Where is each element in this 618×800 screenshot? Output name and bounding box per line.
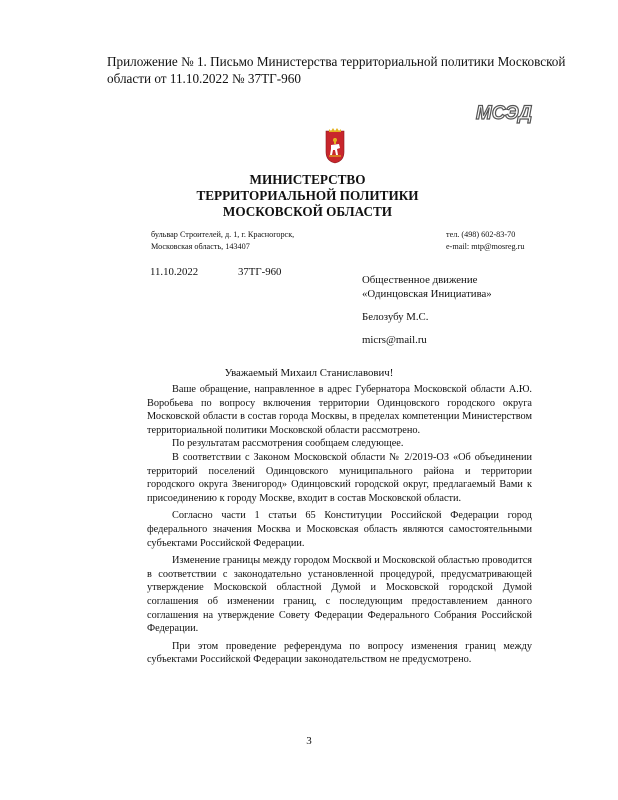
- ministry-address: [151, 229, 294, 253]
- ministry-title: [140, 172, 475, 220]
- letter-date: 11.10.2022: [150, 266, 199, 278]
- body-paragraph-5: Изменение границы между городом Москвой и Московской областью проводится в соответствии с законодательно установленной процедурой, предусматривающей утверждение Московской областной Думой и Московской городской Думой соглашения об изменении границ, с последующим предоставлением данного соглашения на утверждение Совету Федерации Федерального Собрания Российской Федерации.: [147, 555, 532, 635]
- ministry-title-line1: МИНИСТЕРСТВО: [249, 172, 366, 187]
- attachment-header: Приложение № 1. Письмо Министерства территориальной политики Московской области от 11.10.2022 № 37ТГ-960: [107, 54, 566, 86]
- recipient-org-line2: «Одинцовская Инициатива»: [362, 288, 492, 300]
- contact-email: e-mail: mtp@mosreg.ru: [446, 242, 525, 251]
- coat-of-arms-icon: [320, 128, 350, 164]
- contact-phone: тел. (498) 602-83-70: [446, 230, 516, 239]
- recipient-name: Белозубу М.С.: [362, 311, 429, 323]
- ministry-title-line3: МОСКОВСКОЙ ОБЛАСТИ: [222, 204, 393, 219]
- ministry-title-line2: ТЕРРИТОРИАЛЬНОЙ ПОЛИТИКИ: [196, 188, 419, 203]
- ministry-contacts: [446, 229, 524, 253]
- body-paragraph-2: По результатам рассмотрения сообщаем следующее.: [172, 438, 404, 450]
- msed-stamp-label: МСЭД: [475, 103, 533, 124]
- body-paragraph-6: При этом проведение референдума по вопросу изменения границ между субъектами Российской Федерации законодательством не предусмотрено.: [147, 640, 532, 666]
- page-number: 3: [306, 735, 312, 747]
- address-line2: Московская область, 143407: [151, 242, 250, 251]
- body-paragraph-3: В соответствии с Законом Московской области № 2/2019-ОЗ «Об объединении территорий поселений Одинцовского муниципального района и территории городского округа Звенигород» Одинцовский городской округ, предлагаемый Вами к присоединению к городу Москве, входит в состав Московской области.: [147, 451, 532, 504]
- body-paragraph-4: Согласно части 1 статьи 65 Конституции Российской Федерации город федерального значения Москва и Московская область являются самостоятельными субъектами Российской Федерации.: [147, 510, 532, 549]
- letter-number: 37ТГ-960: [238, 266, 282, 278]
- salutation: Уважаемый Михаил Станиславович!: [224, 367, 394, 379]
- recipient-org-line1: Общественное движение: [362, 274, 478, 286]
- body-paragraph-1: Ваше обращение, направленное в адрес Губернатора Московской области А.Ю. Воробьева по вопросу включения территории Одинцовского городского округа Московской области в состав города Москвы, в пределах компетенции Министерством территориальной политики Московской области рассмотрено.: [147, 384, 532, 436]
- msed-stamp: [475, 100, 533, 124]
- address-line1: бульвар Строителей, д. 1, г. Красногорск,: [151, 230, 295, 239]
- letter-body: [147, 383, 532, 667]
- recipient-block: [362, 273, 492, 347]
- recipient-email: micrs@mail.ru: [362, 334, 427, 346]
